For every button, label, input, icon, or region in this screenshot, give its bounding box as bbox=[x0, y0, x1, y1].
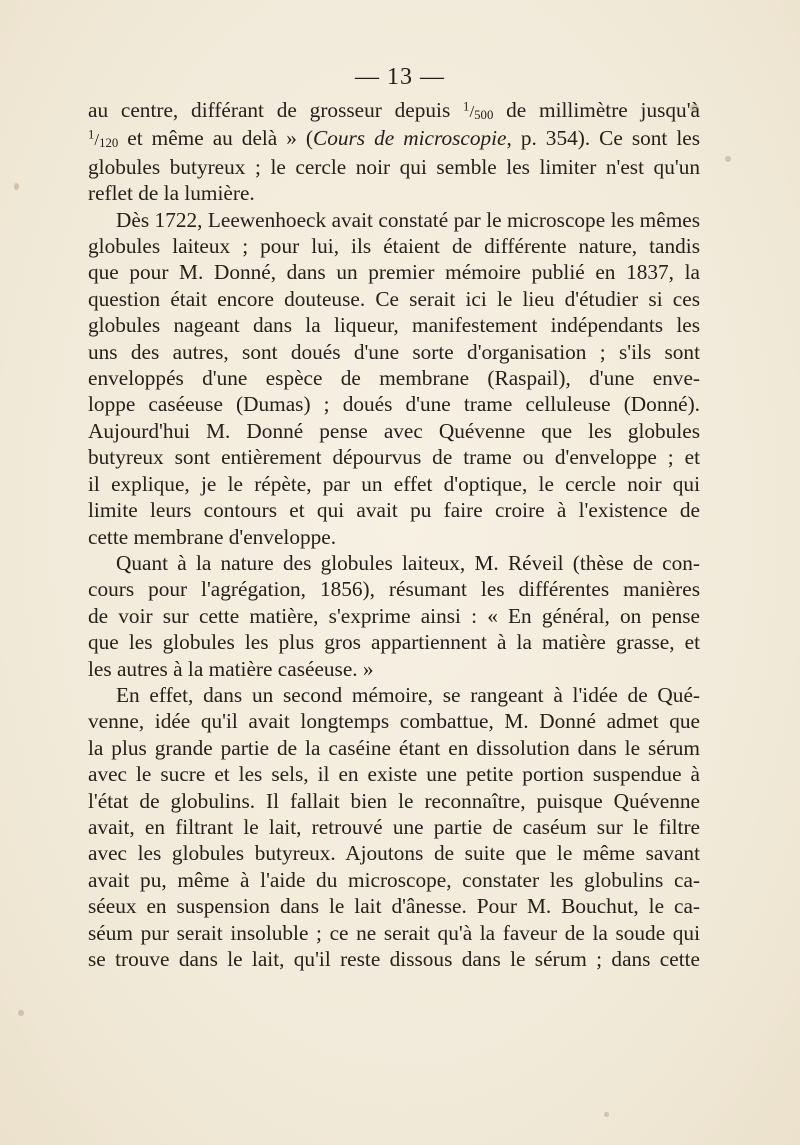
text-line: avec les globules butyreux. Ajoutons de suite que le même savant bbox=[88, 841, 700, 866]
text-line: globules nageant dans la liqueur, manifestement indépendants les bbox=[88, 313, 700, 338]
foxing-spot bbox=[725, 156, 731, 162]
paragraph bbox=[88, 682, 700, 972]
text-line: limite leurs contours et qui avait pu faire croire à l'existence de bbox=[88, 498, 700, 523]
text-line: de voir sur cette matière, s'exprime ainsi : « En général, on pense bbox=[88, 603, 700, 628]
foxing-spot bbox=[604, 1112, 609, 1117]
text-line: cours pour l'agrégation, 1856), résumant les différentes manières bbox=[88, 577, 700, 602]
text-line: que pour M. Donné, dans un premier mémoire publié en 1837, la bbox=[88, 260, 700, 285]
text-line: globules butyreux ; le cercle noir qui semble les limiter n'est qu'un bbox=[88, 154, 700, 179]
paragraph bbox=[88, 550, 700, 682]
text-line: Quant à la nature des globules laiteux, M. Réveil (thèse de con- bbox=[116, 550, 700, 575]
page-number: — 13 — bbox=[355, 64, 445, 90]
text-line: question était encore douteuse. Ce serait ici le lieu d'étudier si ces bbox=[88, 286, 700, 311]
text-line: la plus grande partie de la caséine étant en dissolution dans le sérum bbox=[88, 735, 700, 760]
text-line: il explique, je le répète, par un effet d'optique, le cercle noir qui bbox=[88, 471, 700, 496]
text-line: que les globules les plus gros appartiennent à la matière grasse, et bbox=[88, 630, 700, 655]
text-line: l'état de globulins. Il fallait bien le reconnaître, puisque Quévenne bbox=[88, 788, 700, 813]
foxing-spot bbox=[14, 183, 19, 190]
text-line: $^1/_{120}$ et même au delà » (Cours de microscopie, p. 354). Ce sont les bbox=[88, 126, 700, 151]
text-line: Aujourd'hui M. Donné pense avec Quévenne que les globules bbox=[88, 418, 700, 443]
paragraph bbox=[88, 97, 700, 207]
body-text bbox=[88, 97, 700, 972]
text-line: séeux en suspension dans le lait d'ânesse. Pour M. Bouchut, le ca- bbox=[88, 894, 700, 919]
text-line: venne, idée qu'il avait longtemps combattue, M. Donné admet que bbox=[88, 709, 700, 734]
text-line: avait, en filtrant le lait, retrouvé une partie de caséum sur le filtre bbox=[88, 814, 700, 839]
text-line: globules laiteux ; pour lui, ils étaient de différente nature, tandis bbox=[88, 234, 700, 259]
text-line: uns des autres, sont doués d'une sorte d'organisation ; s'ils sont bbox=[88, 339, 700, 364]
text-line: En effet, dans un second mémoire, se rangeant à l'idée de Qué- bbox=[116, 682, 700, 707]
text-line: avait pu, même à l'aide du microscope, constater les globulins ca- bbox=[88, 867, 700, 892]
text-line: loppe caséeuse (Dumas) ; doués d'une trame celluleuse (Donné). bbox=[88, 392, 700, 417]
foxing-spot bbox=[18, 1010, 24, 1016]
text-line: avec le sucre et les sels, il en existe une petite portion suspendue à bbox=[88, 762, 700, 787]
text-line: les autres à la matière caséeuse. » bbox=[88, 656, 374, 681]
paragraph bbox=[88, 207, 700, 550]
text-line: reflet de la lumière. bbox=[88, 181, 255, 206]
text-line: cette membrane d'enveloppe. bbox=[88, 524, 337, 549]
text-line: se trouve dans le lait, qu'il reste dissous dans le sérum ; dans cette bbox=[88, 947, 700, 971]
text-line: enveloppés d'une espèce de membrane (Raspail), d'une enve- bbox=[88, 366, 700, 391]
text-line: au centre, différant de grosseur depuis $^1/_{500}$ de millimètre jusqu'à bbox=[88, 98, 700, 122]
text-line: butyreux sont entièrement dépourvus de trame ou d'enveloppe ; et bbox=[88, 445, 700, 470]
text-line: séum pur serait insoluble ; ce ne serait qu'à la faveur de la soude qui bbox=[88, 920, 700, 945]
text-line: Dès 1722, Leewenhoeck avait constaté par le microscope les mêmes bbox=[116, 207, 700, 232]
